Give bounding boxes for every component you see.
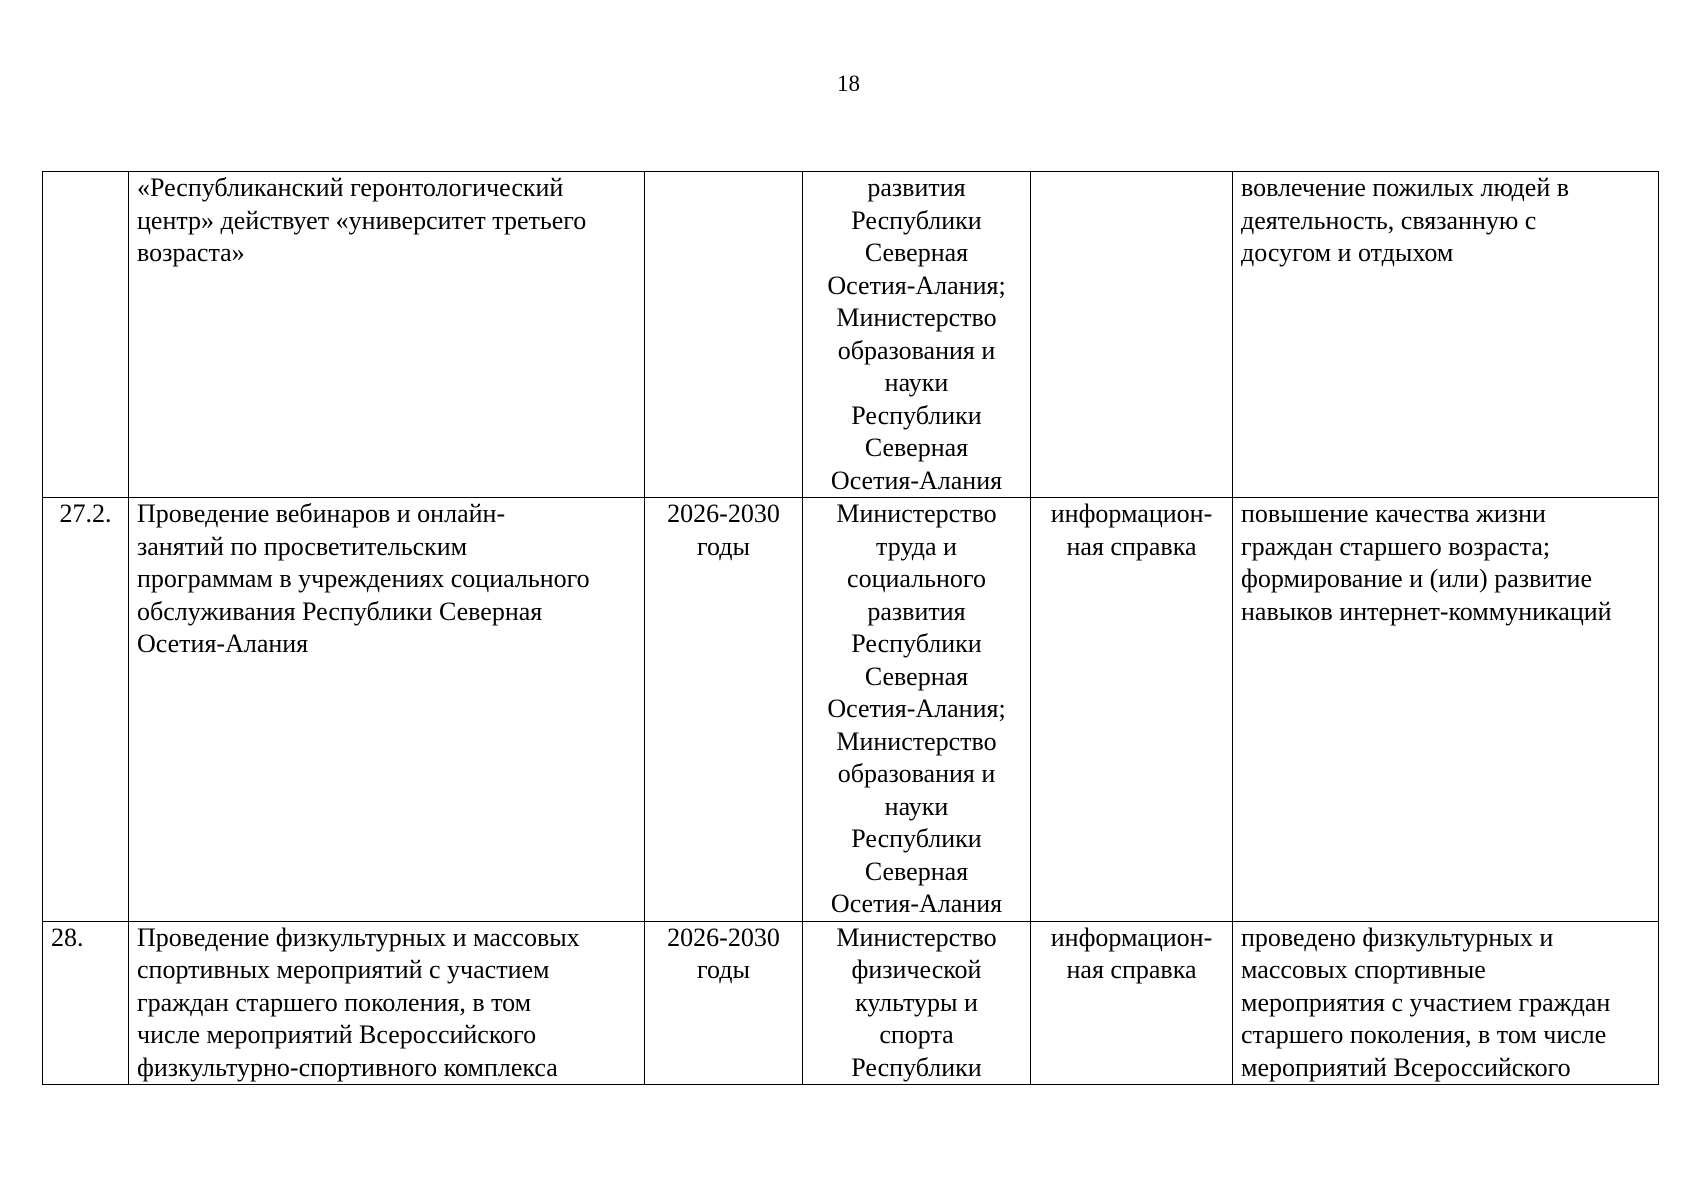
cell-text-line: социального [847, 564, 986, 593]
cell-text-line: образования и [837, 759, 996, 788]
cell-text-line: Республики [851, 824, 982, 853]
period-cell [645, 172, 803, 498]
report-form-cell [1031, 498, 1233, 922]
period-cell [645, 921, 803, 1085]
cell-text-line: Северная [864, 433, 969, 462]
cell-text-line: физической [851, 955, 982, 984]
cell-text-line: граждан старшего поколения, в том [137, 987, 532, 1017]
result-cell [1233, 172, 1659, 498]
row-number-cell [43, 172, 129, 498]
cell-text: 28. [51, 922, 84, 952]
table-body [43, 172, 1659, 1085]
cell-text-line: Северная [864, 238, 969, 267]
cell-text-line: возраста» [137, 238, 245, 267]
cell-text-line: программам в учреждениях социального [137, 564, 590, 593]
responsible-cell [803, 921, 1031, 1085]
cell-text-line: труда и [876, 531, 957, 561]
report-form-cell [1031, 921, 1233, 1085]
period-cell [645, 498, 803, 922]
cell-text-line: массовых спортивные [1241, 955, 1486, 984]
cell-text-line: центр» действует «университет третьего [137, 205, 587, 235]
cell-text-line: старшего поколения, в том числе [1241, 1020, 1607, 1049]
activities-table [42, 171, 1659, 1085]
cell-text-line: 2026-2030 [667, 922, 780, 952]
cell-text-line: Министерство [836, 726, 997, 756]
cell-text: 27.2. [59, 499, 112, 528]
row-number-cell [43, 498, 129, 922]
table-row [43, 172, 1659, 498]
cell-text-line: физкультурно-спортивного комплекса [137, 1052, 558, 1082]
responsible-cell [803, 172, 1031, 498]
cell-text-line: Осетия-Алания; [827, 694, 1006, 723]
cell-text-line: обслуживания Республики Северная [137, 596, 543, 626]
result-cell [1233, 498, 1659, 922]
cell-text-line: мероприятия с участием граждан [1241, 987, 1611, 1017]
cell-text-line: мероприятий Всероссийского [1241, 1052, 1571, 1082]
table-row [43, 921, 1659, 1085]
cell-text-line: информацион- [1050, 499, 1213, 528]
responsible-cell [803, 498, 1031, 922]
cell-text-line: Министерство [836, 922, 997, 952]
cell-text-line: повышение качества жизни [1241, 499, 1546, 528]
cell-text-line: Республики [851, 400, 982, 430]
row-number-cell [43, 921, 129, 1085]
table-row [43, 498, 1659, 922]
event-cell [129, 921, 645, 1085]
cell-text-line: Проведение вебинаров и онлайн- [137, 499, 506, 528]
cell-text-line: Осетия-Алания [137, 629, 309, 658]
cell-text-line: 2026-2030 [667, 499, 780, 528]
cell-text-line: развития [867, 173, 966, 202]
cell-text-line: науки [884, 368, 949, 397]
report-form-cell [1031, 172, 1233, 498]
cell-text-line: деятельность, связанную с [1241, 205, 1537, 235]
cell-text-line: занятий по просветительским [137, 531, 468, 561]
event-cell [129, 498, 645, 922]
cell-text-line: Республики [851, 629, 982, 658]
cell-text-line: числе мероприятий Всероссийского [137, 1020, 537, 1049]
cell-text-line: навыков интернет-коммуникаций [1241, 596, 1612, 626]
cell-text-line: Республики [851, 1052, 982, 1082]
cell-text-line: Северная [864, 856, 969, 886]
page-number: 18 [837, 71, 860, 96]
cell-text-line: проведено физкультурных и [1241, 922, 1554, 952]
cell-text-line: Осетия-Алания [830, 465, 1003, 495]
event-cell [129, 172, 645, 498]
cell-text-line: Республики [851, 205, 982, 235]
cell-text-line: Осетия-Алания; [827, 270, 1006, 300]
cell-text-line: граждан старшего возраста; [1241, 531, 1551, 561]
cell-text-line: ная справка [1066, 955, 1197, 984]
cell-text-line: Осетия-Алания [830, 889, 1003, 918]
cell-text-line: Министерство [836, 303, 997, 332]
cell-text-line: образования и [837, 335, 996, 365]
result-cell [1233, 921, 1659, 1085]
cell-text-line: спорта [879, 1020, 954, 1049]
cell-text-line: культуры и [855, 987, 978, 1017]
cell-text-line: Министерство [836, 499, 997, 528]
cell-text-line: развития [867, 596, 966, 626]
cell-text-line: Проведение физкультурных и массовых [137, 922, 580, 952]
cell-text-line: информацион- [1050, 922, 1213, 952]
cell-text-line: годы [697, 531, 750, 561]
cell-text-line: Северная [864, 661, 969, 691]
cell-text-line: формирование и (или) развитие [1241, 564, 1593, 593]
cell-text-line: «Республиканский геронтологический [137, 173, 564, 202]
cell-text-line: вовлечение пожилых людей в [1241, 173, 1570, 202]
cell-text-line: спортивных мероприятий с участием [137, 955, 550, 984]
cell-text-line: годы [697, 955, 750, 984]
cell-text-line: науки [884, 791, 949, 821]
cell-text-line: досугом и отдыхом [1241, 238, 1454, 267]
cell-text-line: ная справка [1066, 531, 1197, 561]
